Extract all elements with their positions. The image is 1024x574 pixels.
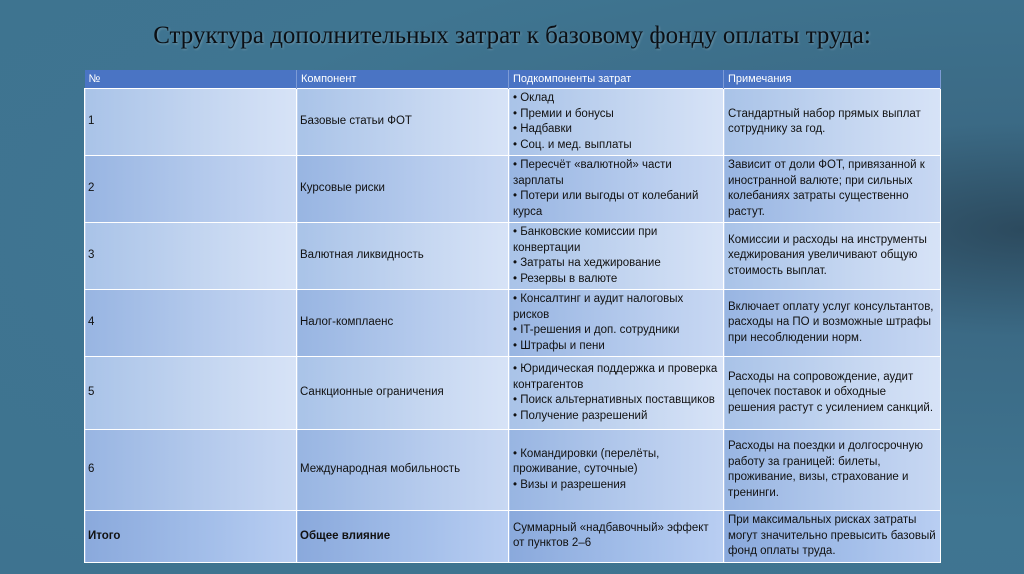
table-row <box>85 156 941 223</box>
total-subcomponents: Суммарный «надбавочный» эффект от пунктов 2–6 <box>509 511 724 563</box>
subcomponent-item: • Потери или выгоды от колебаний курса <box>513 190 699 218</box>
cost-structure-table <box>84 70 941 563</box>
row-subcomponents <box>509 89 724 156</box>
header-component: Компонент <box>297 70 509 89</box>
subcomponent-item: • Поиск альтернативных поставщиков <box>513 394 715 406</box>
subcomponent-item: • Надбавки <box>513 123 572 135</box>
subcomponent-item: • Премии и бонусы <box>513 107 614 120</box>
row-subcomponents <box>509 290 724 357</box>
subcomponent-item: • Резервы в валюте <box>513 272 618 285</box>
row-component: Базовые статьи ФОТ <box>297 89 509 156</box>
row-note: Расходы на поездки и долгосрочную работу за границей: билеты, проживание, визы, страхование и тренинги. <box>724 430 941 511</box>
table-header-row <box>85 70 941 89</box>
subcomponent-item: • Юридическая поддержка и проверка контрагентов <box>513 363 718 391</box>
subcomponent-item: • Банковские комиссии при конвертации <box>513 226 658 254</box>
row-component: Курсовые риски <box>297 156 509 223</box>
total-note: При максимальных рисках затраты могут значительно превысить базовый фонд оплаты труда. <box>724 511 941 563</box>
header-subcomponents: Подкомпоненты затрат <box>509 70 724 89</box>
subcomponent-item: • Пересчёт «валютной» части зарплаты <box>513 159 672 187</box>
total-component: Общее влияние <box>297 511 509 563</box>
row-component: Санкционные ограничения <box>297 357 509 430</box>
row-subcomponents <box>509 357 724 430</box>
table-row <box>85 357 941 430</box>
subcomponent-item: • Получение разрешений <box>513 409 648 422</box>
row-subcomponents <box>509 156 724 223</box>
table-row <box>85 290 941 357</box>
subcomponent-item: • Штрафы и пени <box>513 339 605 352</box>
row-component: Валютная ликвидность <box>297 223 509 290</box>
row-number: 1 <box>85 89 297 156</box>
row-note: Стандартный набор прямых выплат сотруднику за год. <box>724 89 941 156</box>
row-subcomponents <box>509 430 724 511</box>
subcomponent-item: • Визы и разрешения <box>513 478 627 491</box>
subcomponent-item: • Затраты на хеджирование <box>513 257 661 269</box>
subcomponent-item: • Командировки (перелёты, проживание, суточные) <box>513 447 660 476</box>
row-note: Комиссии и расходы на инструменты хеджирования увеличивают общую стоимость выплат. <box>724 223 941 290</box>
slide-title: Структура дополнительных затрат к базовому фонду оплаты труда: <box>153 22 871 49</box>
row-note: Зависит от доли ФОТ, привязанной к иностранной валюте; при сильных колебаниях затраты существенно растут. <box>724 156 941 223</box>
table-row <box>85 430 941 511</box>
row-subcomponents <box>509 223 724 290</box>
header-notes: Примечания <box>724 70 941 89</box>
row-number: 3 <box>85 223 297 290</box>
total-row <box>85 511 941 563</box>
total-label: Итого <box>85 511 297 563</box>
row-number: 4 <box>85 290 297 357</box>
row-component: Налог-комплаенс <box>297 290 509 357</box>
header-number: № <box>85 70 297 89</box>
row-number: 5 <box>85 357 297 430</box>
table-row <box>85 223 941 290</box>
row-component: Международная мобильность <box>297 430 509 511</box>
row-number: 2 <box>85 156 297 223</box>
row-note: Расходы на сопровождение, аудит цепочек поставок и обходные решения растут с усилением санкций. <box>724 357 941 430</box>
row-number: 6 <box>85 430 297 511</box>
subcomponent-item: • Оклад <box>513 92 555 104</box>
subcomponent-item: • Соц. и мед. выплаты <box>513 138 632 151</box>
subcomponent-item: • Консалтинг и аудит налоговых рисков <box>513 293 684 321</box>
row-note: Включает оплату услуг консультантов, расходы на ПО и возможные штрафы при несоблюдении норм. <box>724 290 941 357</box>
subcomponent-item: • IT-решения и доп. сотрудники <box>513 324 680 336</box>
table-row <box>85 89 941 156</box>
